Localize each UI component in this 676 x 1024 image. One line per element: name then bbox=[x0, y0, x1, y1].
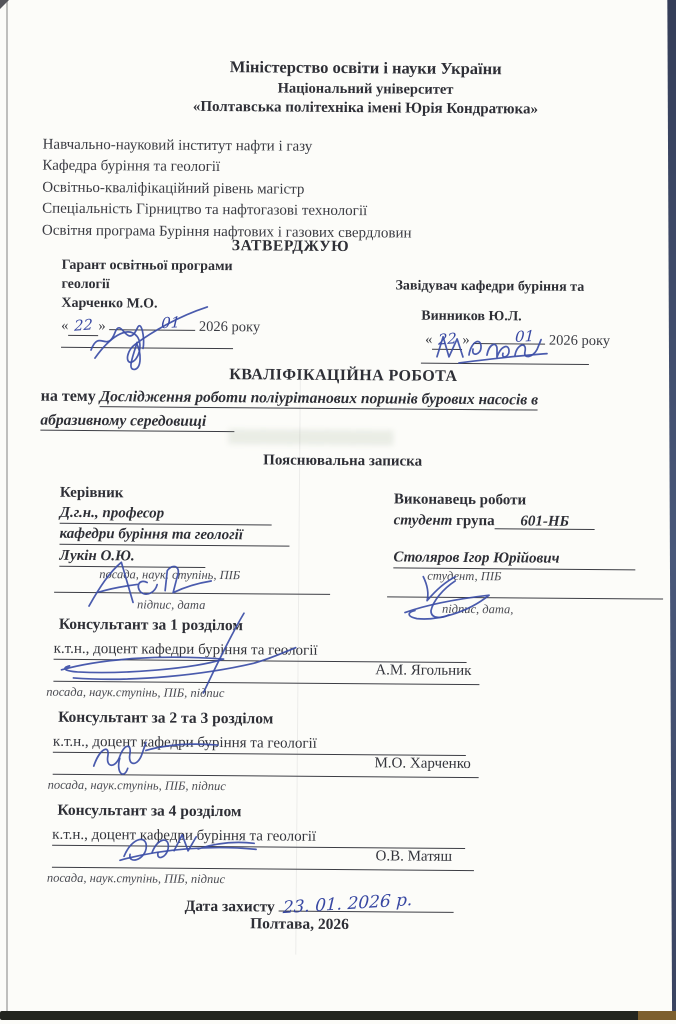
scan-bottom-corner bbox=[638, 1011, 676, 1020]
consultant3-label: Консультант за 4 розділом bbox=[57, 801, 242, 821]
consultant2-qualification: к.т.н., доцент кафедри буріння та геології bbox=[53, 733, 466, 756]
year-text: 2026 року bbox=[548, 332, 611, 350]
executor-label: Виконавець роботи bbox=[393, 491, 527, 509]
info-edu-program: Освітня програма Буріння нафтових і газових свердловин bbox=[41, 222, 412, 242]
consultant1-caption: посада, наук.ступінь, ПІБ, підпис bbox=[46, 684, 225, 701]
guarantor-line2: геології bbox=[61, 276, 110, 293]
consultant2-name: М.О. Харченко bbox=[374, 755, 471, 773]
supervisor-degree: Д.г.н., професор bbox=[60, 504, 272, 526]
consultant2-signature bbox=[86, 726, 226, 779]
info-level: Освітньо-кваліфікаційний рівень магістр bbox=[42, 179, 305, 198]
executor-caption-signature: підпис, дата, bbox=[441, 601, 514, 617]
supervisor-caption-signature: підпис, дата bbox=[136, 597, 206, 612]
consultant3-signature bbox=[112, 820, 262, 876]
topic-label: на тему bbox=[40, 387, 96, 406]
university-line: Національний університет bbox=[277, 80, 454, 98]
close-quote: » bbox=[462, 331, 470, 349]
executor-name: Столяров Ігор Юрійович bbox=[393, 548, 635, 570]
guarantor-signature bbox=[81, 298, 214, 375]
info-institute: Навчально-науковий інститут нафти і газу bbox=[42, 136, 313, 155]
department-head-title: Завідувач кафедри буріння та bbox=[395, 278, 585, 295]
topic-line2 bbox=[40, 412, 234, 432]
consultant1-qualification: к.т.н., доцент кафедри буріння та геології bbox=[54, 640, 467, 663]
info-specialty: Спеціальність Гірництво та нафтогазові технології bbox=[42, 200, 368, 220]
consultant2-label: Консультант за 2 та 3 розділом bbox=[58, 708, 274, 728]
supervisor-department: кафедри буріння та геології bbox=[59, 525, 289, 547]
consultant1-name: А.М. Ягольник bbox=[375, 662, 472, 680]
page-left-edge bbox=[6, 0, 8, 1012]
topic-text-2: абразивному середовищі bbox=[40, 412, 234, 433]
department-head-name: Винников Ю.Л. bbox=[421, 308, 522, 325]
scan-corner-mark bbox=[0, 0, 9, 9]
university-header bbox=[73, 56, 658, 120]
open-quote: « bbox=[61, 317, 69, 334]
executor-signature bbox=[397, 568, 497, 625]
group-value: 601-НБ bbox=[520, 513, 570, 530]
open-quote: « bbox=[425, 331, 433, 348]
work-title: КВАЛІФІКАЦІЙНА РОБОТА bbox=[229, 366, 458, 385]
work-subtitle: Пояснювальна записка bbox=[263, 452, 423, 470]
executor-group-line bbox=[394, 512, 595, 531]
department-head-signature bbox=[429, 327, 564, 370]
consultant3-qualification: к.т.н., доцент кафедри буріння та геології bbox=[52, 826, 465, 849]
consultant2-caption: посада, наук.ступінь, ПІБ, підпис bbox=[47, 777, 226, 794]
handwritten-month: 01 bbox=[160, 313, 181, 333]
handwritten-day: 22 bbox=[437, 331, 457, 349]
university-name-line: «Полтавська політехніка імені Юрія Кондратюка» bbox=[192, 98, 539, 118]
handwritten-month: 01 bbox=[514, 326, 535, 347]
close-quote: » bbox=[98, 318, 106, 335]
handwritten-defense-date: 23. 01. 2026 р. bbox=[282, 890, 413, 919]
guarantor-line1: Гарант освітньої програми bbox=[61, 257, 233, 275]
supervisor-name: Лукін О.Ю. bbox=[59, 547, 205, 568]
topic-text-1: Дослідження роботи поліурітанових поршнів бурових насосів в bbox=[99, 388, 539, 409]
defense-date-line bbox=[185, 892, 454, 918]
ministry-line: Міністерство освіти і науки України bbox=[229, 57, 502, 79]
executor-caption-position: студент, ПІБ bbox=[427, 568, 502, 584]
group-word: група bbox=[456, 512, 495, 530]
approve-label: ЗАТВЕРДЖУЮ bbox=[231, 237, 350, 256]
defense-date-blank bbox=[279, 890, 454, 919]
supervisor-label: Керівник bbox=[59, 484, 124, 502]
supervisor-signature bbox=[81, 554, 216, 613]
consultant1-label: Консультант за 1 розділом bbox=[58, 615, 244, 635]
supervisor-caption-position: посада, наук. ступінь, ПІБ bbox=[99, 567, 241, 583]
consultant3-name: О.В. Матяш bbox=[375, 848, 453, 865]
program-info bbox=[42, 135, 412, 245]
handwritten-day: 22 bbox=[74, 317, 93, 335]
department-head-block bbox=[395, 278, 584, 295]
city-year-footer: Полтава, 2026 bbox=[250, 915, 349, 934]
topic-line1 bbox=[41, 388, 539, 410]
consultant1-signature bbox=[53, 608, 314, 696]
year-text: 2026 року bbox=[198, 318, 261, 336]
guarantor-name: Харченко М.О. bbox=[61, 295, 158, 312]
scan-bleed-smudge bbox=[228, 429, 393, 445]
scan-bottom-strip bbox=[0, 1011, 676, 1020]
group-blank bbox=[495, 513, 595, 530]
student-word: студент bbox=[393, 512, 453, 529]
info-department: Кафедра буріння та геології bbox=[42, 158, 221, 176]
consultant3-caption: посада, наук.ступінь, ПІБ, підпис bbox=[46, 870, 226, 887]
defense-label: Дата захисту bbox=[184, 897, 275, 916]
